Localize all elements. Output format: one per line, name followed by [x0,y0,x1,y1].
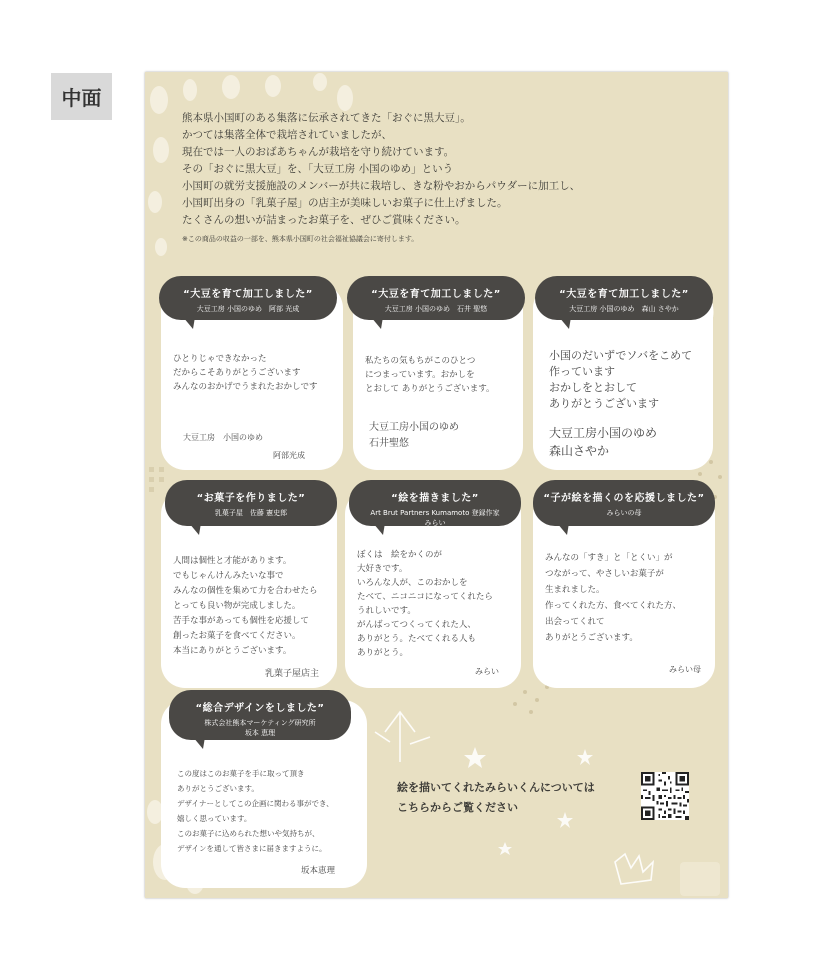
intro-line: 小国町出身の「乳菓子屋」の店主が美味しいお菓子に仕上げました。 [182,197,508,209]
message-card-mirai [345,490,521,688]
message-line: 本当にありがとうございます。 [173,646,292,656]
message-line: 作ってくれた方、食べてくれた方、 [545,601,682,611]
signature: 石井聖悠 [369,438,409,449]
message-line: でもじゃんけんみたいな事で [173,571,284,581]
message-line: だからこそありがとうございます [173,368,301,378]
card-author [169,718,351,738]
message-line: 作っています [549,365,615,378]
message-line: 人間は個性と才能があります。 [173,556,292,566]
intro-line: 熊本県小国町のある集落に伝承されてきた「おぐに黒大豆」。 [182,112,471,124]
message-line: いろんな人が、このおかしを [357,578,468,588]
message-line: とっても良い物が完成しました。 [173,601,301,611]
message-line: デザイナーとしてこの企画に関わる事ができ、 [177,799,334,808]
signature: 大豆工房 小国のゆめ [183,433,263,442]
message-line: デザインを通して皆さまに届きますように。 [177,844,327,853]
intro-line: 現在では一人のおばあちゃんが栽培を守り続けています。 [182,146,455,158]
message-line: たべて、ニコニコになってくれたら [357,592,493,602]
card-author: 大豆工房 小国のゆめ 森山 さやか [569,305,679,313]
intro-line: 小国町の就労支援施設のメンバーが共に栽培し、きな粉やおからパウダーに加工し、 [182,180,581,192]
handwritten-message [177,766,334,856]
speech-tail [193,737,205,749]
brochure-inner-page [145,72,728,898]
card-title: “絵を描きました” [391,493,479,504]
message-line: ひとりじゃできなかった [173,354,267,364]
card-author: 大豆工房 小国のゆめ 石井 聖悠 [384,305,488,313]
message-line: この度はこのお菓子を手に取って頂き [177,769,305,778]
handwritten-message [549,348,692,412]
message-line: ありがとうございます。 [177,784,259,793]
handwritten-message [357,548,493,660]
message-line: ありがとうございます。 [545,633,638,643]
card-author: 乳菓子屋 佐藤 憲史郎 [214,509,288,517]
handwritten-message [173,554,318,659]
speech-tail [183,317,195,329]
message-card-moriyama [533,284,713,470]
author-name: みらい [424,519,446,527]
card-title: “総合デザインをしました” [195,703,325,714]
message-line: 小国のだいずでソバをこめて [549,349,693,362]
card-title: “大豆を育て加工しました” [183,289,313,300]
qr-code[interactable] [641,772,689,820]
intro-line: その「おぐに黒大豆」を、「大豆工房 小国のゆめ」という [182,163,454,175]
artist-info-caption [397,778,595,818]
speech-tail [371,317,383,329]
speech-tail [189,523,201,535]
author-affiliation: Art Brut Partners Kumamoto 登録作家 [370,509,500,517]
card-label [535,276,713,320]
message-line: みんなの個性を集めて力を合わせたら [173,586,318,596]
speech-tail [557,523,569,535]
message-line: このお菓子に込められた想いや気持ちが、 [177,829,320,838]
message-line: みんなの「すき」と「とくい」が [545,553,673,563]
donation-note: ※この商品の収益の一部を、熊本県小国町の社会福祉協議会に寄付します。 [182,235,419,243]
speech-tail [373,523,385,535]
signature: 坂本恵理 [301,866,336,876]
intro-line: かつては集落全体で栽培されていましたが、 [182,129,392,141]
card-label [165,480,337,526]
message-line: ありがとう。たべてくれる人も [357,634,477,644]
handwritten-message [173,352,318,394]
signature: みらい [475,667,499,676]
message-card-ishii [353,284,523,470]
caption-line: こちらからご覧ください [397,801,518,814]
message-line: がんばってつくってくれた人、 [357,620,476,630]
card-label [347,276,525,320]
message-line: 嬉しく思っています。 [177,814,252,823]
signature: 乳菓子屋店主 [265,669,320,679]
message-line: 大好きです。 [357,564,408,574]
author-affiliation: 株式会社熊本マーケティング研究所 [204,719,316,727]
signature: 森山さやか [549,444,610,458]
card-label [159,276,337,320]
message-line: 私たちの気もちがこのひとつ [365,356,476,366]
caption-line: 絵を描いてくれたみらいくんについては [397,781,595,794]
card-author: 大豆工房 小国のゆめ 阿部 光成 [196,305,300,313]
author-name: 坂本 恵理 [244,729,276,737]
message-line: 苦手な事があっても個性を応援して [173,616,309,626]
message-line: とおして ありがとうございます。 [365,384,495,394]
message-line: 生まれました。 [545,585,605,595]
signature: 阿部光成 [273,451,305,460]
message-line: つながって、やさしいお菓子が [545,569,664,579]
card-title: “大豆を育て加工しました” [559,289,689,300]
message-card-sato [161,490,337,688]
card-title: “大豆を育て加工しました” [371,289,501,300]
handwritten-message [365,354,495,396]
message-card-sakamoto [161,700,367,888]
message-line: おかしをとおして [549,381,637,394]
message-line: みんなのおかげでうまれたおかしです [173,382,318,392]
message-card-abe [161,284,343,470]
card-author: みらいの母 [606,509,642,517]
message-line: ありがとうございます [549,397,659,410]
signature: 大豆工房小国のゆめ [549,426,658,440]
handwritten-message [545,550,681,646]
intro-text [182,110,712,248]
message-line: 出会ってくれて [545,617,605,627]
speech-tail [559,317,571,329]
signature: 大豆工房小国のゆめ [369,422,459,433]
signature: みらい母 [669,665,701,674]
message-line: うれしいです。 [357,606,416,616]
message-line: 創ったお菓子を食べてください。 [173,631,301,641]
message-line: につまっています。おかしを [365,370,475,380]
message-line: ぼくは 絵をかくのが [357,550,443,560]
page-section-tab: 中面 [51,73,112,120]
card-title: “子が絵を描くのを応援しました” [543,493,705,504]
card-label [169,690,351,740]
message-line: ありがとう。 [357,648,409,658]
message-card-mother [533,490,715,688]
card-label [533,480,715,526]
intro-line: たくさんの想いが詰まったお菓子を、ぜひご賞味ください。 [182,214,466,226]
card-title: “お菓子を作りました” [196,493,306,504]
card-label [349,480,521,526]
